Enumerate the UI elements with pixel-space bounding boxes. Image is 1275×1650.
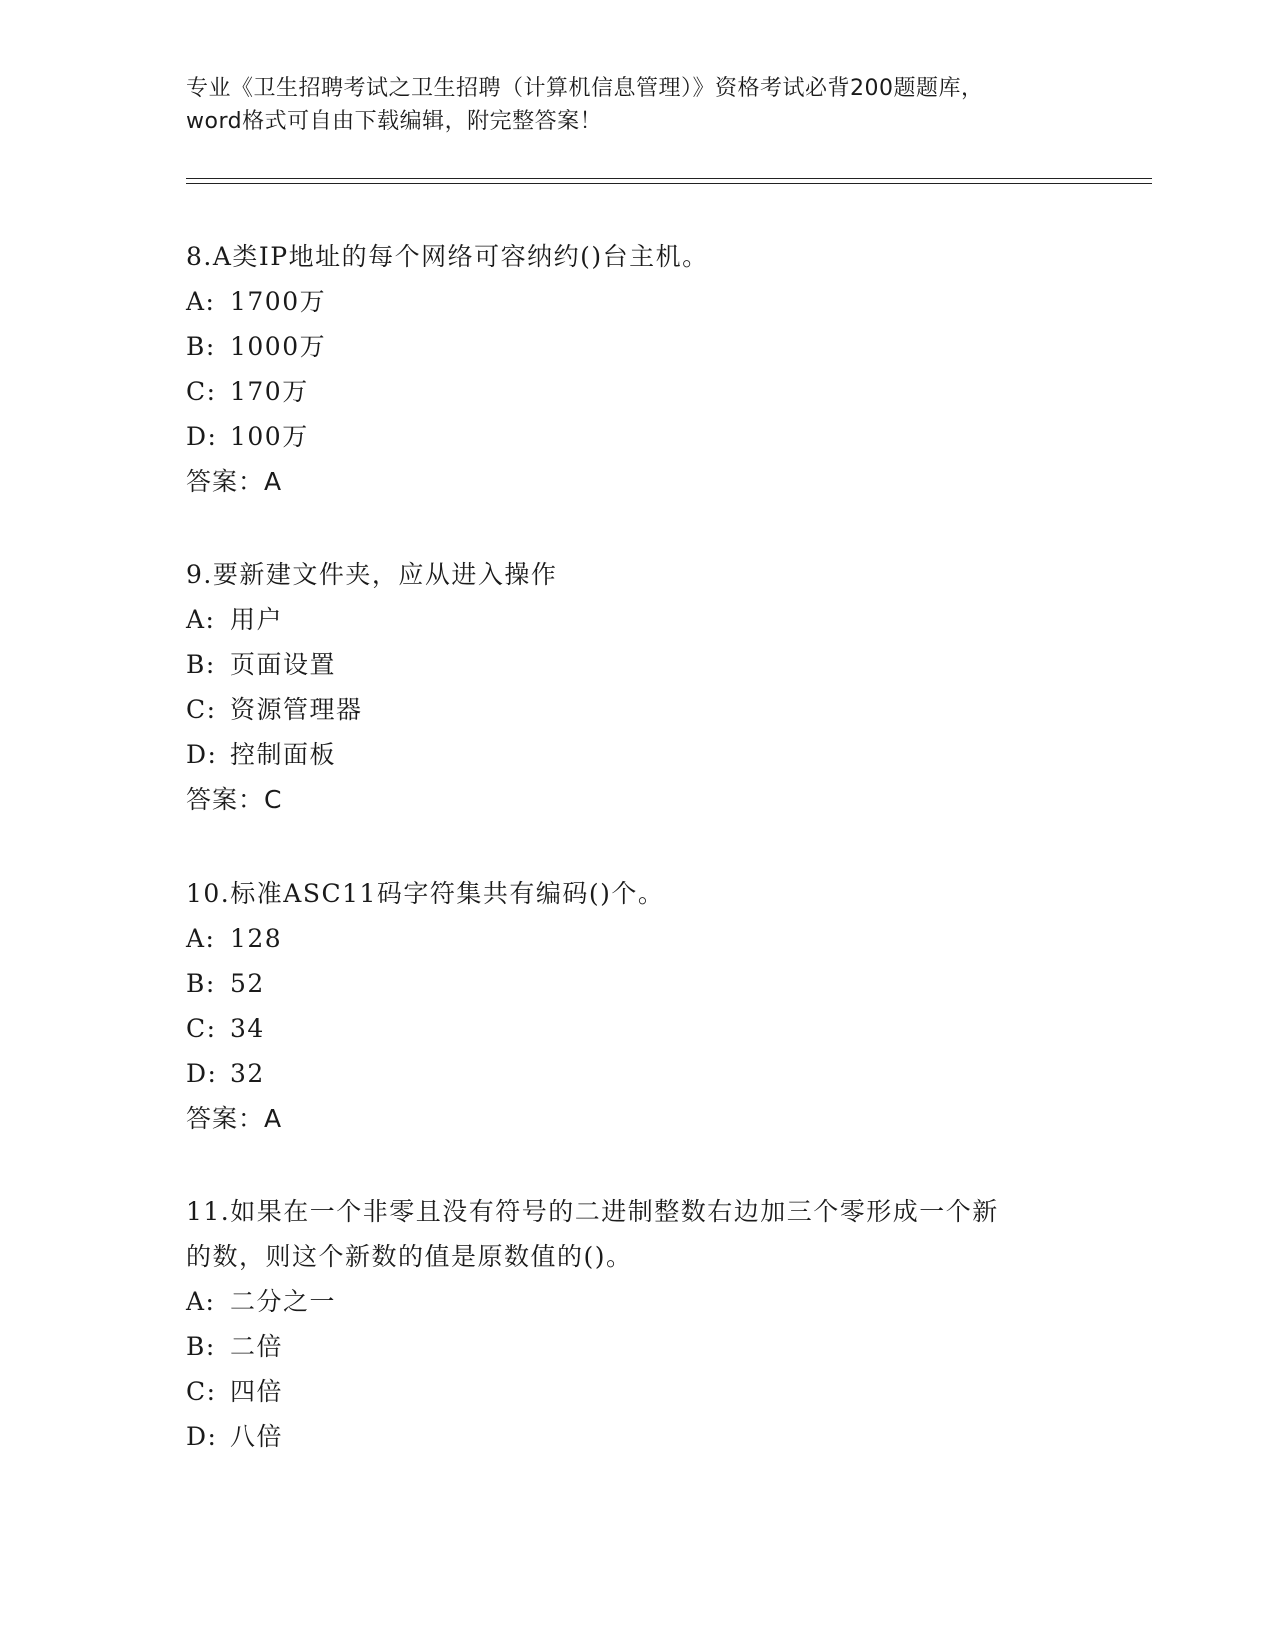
- option-text: 用户: [230, 605, 284, 634]
- option-text: 34: [230, 1014, 265, 1043]
- answer-line: 答案：A: [186, 467, 283, 496]
- option-text: 170万: [230, 377, 309, 406]
- option-key: D:: [186, 1422, 218, 1451]
- option-text: 资源管理器: [230, 695, 363, 724]
- header-line-2: word格式可自由下载编辑，附完整答案！: [186, 109, 603, 134]
- question-stem: 10.标准ASC11码字符集共有编码()个。: [186, 879, 665, 908]
- option-b: [186, 642, 1086, 687]
- option-d: [186, 1414, 1086, 1459]
- option-text: 1700万: [230, 287, 327, 316]
- option-c: [186, 1369, 1086, 1414]
- option-d: [186, 732, 1086, 777]
- header-divider-bottom: [186, 183, 1152, 184]
- option-key: B:: [186, 1332, 216, 1361]
- option-text: 八倍: [230, 1422, 284, 1451]
- option-text: 二分之一: [230, 1287, 337, 1316]
- question-stem-line-2: 的数，则这个新数的值是原数值的()。: [186, 1242, 633, 1271]
- option-text: 四倍: [230, 1377, 284, 1406]
- option-text: 页面设置: [230, 650, 337, 679]
- document-header: [186, 72, 1086, 138]
- question-9: [186, 552, 1086, 822]
- option-text: 32: [230, 1059, 265, 1088]
- option-a: [186, 916, 1086, 961]
- option-key: B:: [186, 969, 216, 998]
- option-key: A:: [186, 287, 216, 316]
- option-text: 128: [230, 924, 283, 953]
- question-11: [186, 1189, 1086, 1459]
- option-key: A:: [186, 1287, 216, 1316]
- option-a: [186, 1279, 1086, 1324]
- question-stem-line-1: 11.如果在一个非零且没有符号的二进制整数右边加三个零形成一个新: [186, 1197, 999, 1226]
- answer-line: 答案：C: [186, 785, 283, 814]
- option-c: [186, 687, 1086, 732]
- option-key: D:: [186, 740, 218, 769]
- option-key: C:: [186, 1377, 217, 1406]
- option-key: B:: [186, 332, 216, 361]
- option-d: [186, 414, 1086, 459]
- question-stem: 8.A类IP地址的每个网络可容纳约()台主机。: [186, 242, 709, 271]
- option-key: D:: [186, 422, 218, 451]
- option-c: [186, 369, 1086, 414]
- option-b: [186, 1324, 1086, 1369]
- option-a: [186, 597, 1086, 642]
- header-divider-top: [186, 178, 1152, 179]
- header-line-1: 专业《卫生招聘考试之卫生招聘（计算机信息管理）》资格考试必背200题题库，: [186, 76, 984, 101]
- option-a: [186, 279, 1086, 324]
- question-stem: 9.要新建文件夹，应从进入操作: [186, 560, 558, 589]
- option-key: A:: [186, 924, 216, 953]
- option-key: C:: [186, 695, 217, 724]
- option-d: [186, 1051, 1086, 1096]
- option-key: A:: [186, 605, 216, 634]
- option-c: [186, 1006, 1086, 1051]
- option-text: 1000万: [230, 332, 327, 361]
- option-key: B:: [186, 650, 216, 679]
- option-key: D:: [186, 1059, 218, 1088]
- question-8: [186, 234, 1086, 504]
- option-text: 控制面板: [230, 740, 337, 769]
- answer-line: 答案：A: [186, 1104, 283, 1133]
- option-b: [186, 961, 1086, 1006]
- option-text: 52: [230, 969, 265, 998]
- option-text: 二倍: [230, 1332, 284, 1361]
- option-b: [186, 324, 1086, 369]
- option-text: 100万: [230, 422, 309, 451]
- option-key: C:: [186, 1014, 217, 1043]
- option-key: C:: [186, 377, 217, 406]
- question-10: [186, 871, 1086, 1141]
